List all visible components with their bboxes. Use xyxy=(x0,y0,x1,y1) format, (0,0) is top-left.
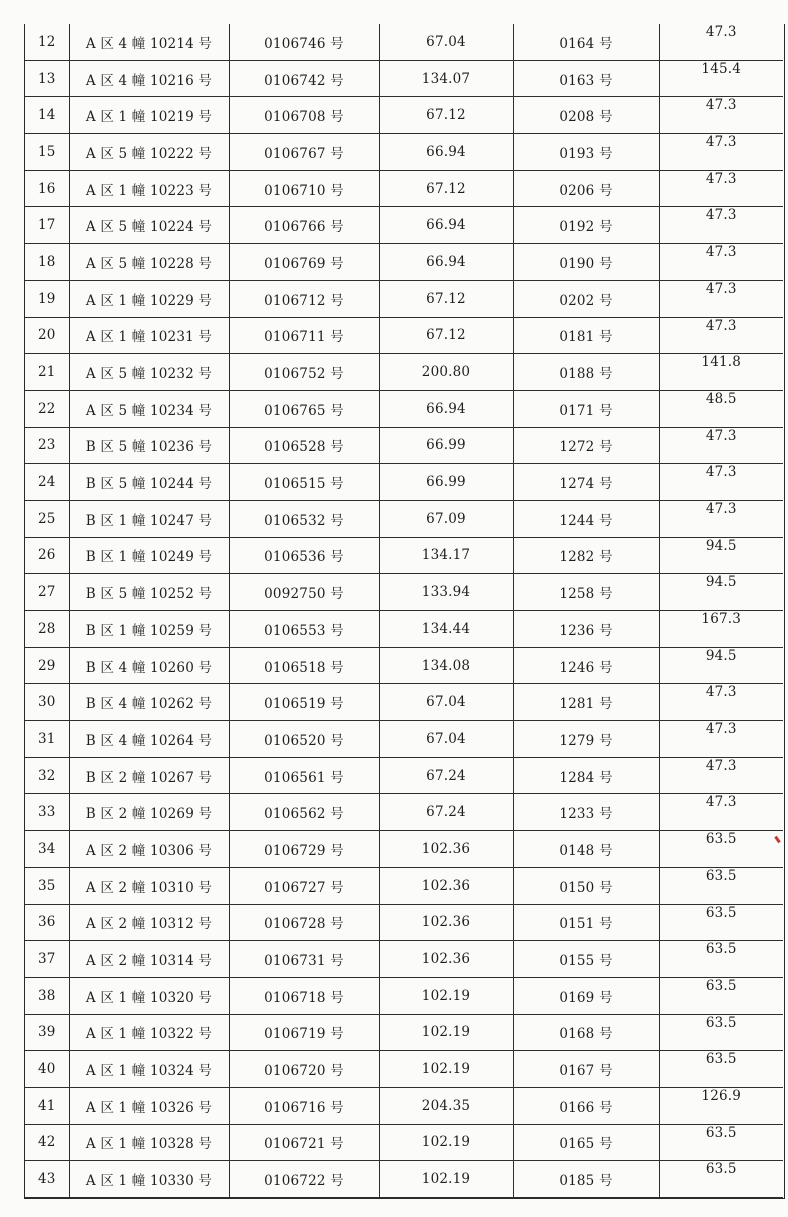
certificate-number-cell: 0106515 号 xyxy=(229,464,379,501)
unit-number-cell: 0190 号 xyxy=(513,244,659,281)
certificate-number-cell: 0106520 号 xyxy=(229,721,379,758)
unit-number-cell: 1284 号 xyxy=(513,757,659,794)
value-cell: 94.5 xyxy=(659,574,783,611)
row-number: 42 xyxy=(25,1124,69,1161)
certificate-number-cell: 0106518 号 xyxy=(229,647,379,684)
unit-number-cell: 0164 号 xyxy=(513,24,659,60)
row-number: 14 xyxy=(25,97,69,134)
value-cell: 63.5 xyxy=(659,1124,783,1161)
unit-number-cell: 0148 号 xyxy=(513,831,659,868)
table-row xyxy=(25,574,783,611)
table-row xyxy=(25,684,783,721)
value-cell: 63.5 xyxy=(659,941,783,978)
location-cell: A 区 1 幢 10330 号 xyxy=(69,1161,229,1198)
unit-number-cell: 1244 号 xyxy=(513,500,659,537)
table-row xyxy=(25,611,783,648)
table-row xyxy=(25,757,783,794)
row-number: 22 xyxy=(25,390,69,427)
unit-number-cell: 0151 号 xyxy=(513,904,659,941)
table-row xyxy=(25,941,783,978)
row-number: 12 xyxy=(25,24,69,60)
row-number: 40 xyxy=(25,1051,69,1088)
value-cell: 126.9 xyxy=(659,1087,783,1124)
row-number: 36 xyxy=(25,904,69,941)
row-number: 21 xyxy=(25,354,69,391)
unit-number-cell: 1258 号 xyxy=(513,574,659,611)
table-row xyxy=(25,831,783,868)
value-cell: 47.3 xyxy=(659,721,783,758)
area-cell: 102.36 xyxy=(379,941,513,978)
certificate-number-cell: 0106710 号 xyxy=(229,170,379,207)
certificate-number-cell: 0106519 号 xyxy=(229,684,379,721)
certificate-number-cell: 0106528 号 xyxy=(229,427,379,464)
certificate-number-cell: 0106532 号 xyxy=(229,500,379,537)
area-cell: 66.94 xyxy=(379,207,513,244)
location-cell: A 区 1 幢 10231 号 xyxy=(69,317,229,354)
location-cell: A 区 5 幢 10224 号 xyxy=(69,207,229,244)
value-cell: 63.5 xyxy=(659,831,783,868)
area-cell: 102.36 xyxy=(379,904,513,941)
location-cell: B 区 1 幢 10247 号 xyxy=(69,500,229,537)
unit-number-cell: 0208 号 xyxy=(513,97,659,134)
value-cell: 94.5 xyxy=(659,537,783,574)
unit-number-cell: 1274 号 xyxy=(513,464,659,501)
row-number: 32 xyxy=(25,757,69,794)
value-cell: 47.3 xyxy=(659,244,783,281)
row-number: 31 xyxy=(25,721,69,758)
certificate-number-cell: 0106746 号 xyxy=(229,24,379,60)
unit-number-cell: 0202 号 xyxy=(513,280,659,317)
area-cell: 66.94 xyxy=(379,390,513,427)
location-cell: A 区 5 幢 10222 号 xyxy=(69,134,229,171)
unit-number-cell: 0167 号 xyxy=(513,1051,659,1088)
certificate-number-cell: 0106721 号 xyxy=(229,1124,379,1161)
location-cell: A 区 5 幢 10232 号 xyxy=(69,354,229,391)
unit-number-cell: 0163 号 xyxy=(513,60,659,97)
value-cell: 47.3 xyxy=(659,464,783,501)
value-cell: 141.8 xyxy=(659,354,783,391)
area-cell: 102.19 xyxy=(379,977,513,1014)
location-cell: A 区 2 幢 10314 号 xyxy=(69,941,229,978)
area-cell: 102.36 xyxy=(379,831,513,868)
table-row xyxy=(25,1087,783,1124)
table-row xyxy=(25,977,783,1014)
row-number: 35 xyxy=(25,867,69,904)
certificate-number-cell: 0106708 号 xyxy=(229,97,379,134)
certificate-number-cell: 0106561 号 xyxy=(229,757,379,794)
location-cell: B 区 4 幢 10264 号 xyxy=(69,721,229,758)
certificate-number-cell: 0092750 号 xyxy=(229,574,379,611)
unit-number-cell: 0165 号 xyxy=(513,1124,659,1161)
location-cell: A 区 1 幢 10219 号 xyxy=(69,97,229,134)
row-number: 33 xyxy=(25,794,69,831)
certificate-number-cell: 0106722 号 xyxy=(229,1161,379,1198)
row-number: 30 xyxy=(25,684,69,721)
location-cell: A 区 1 幢 10324 号 xyxy=(69,1051,229,1088)
area-cell: 67.12 xyxy=(379,97,513,134)
table-row xyxy=(25,207,783,244)
value-cell: 63.5 xyxy=(659,1051,783,1088)
area-cell: 133.94 xyxy=(379,574,513,611)
row-number: 38 xyxy=(25,977,69,1014)
certificate-number-cell: 0106562 号 xyxy=(229,794,379,831)
unit-number-cell: 0171 号 xyxy=(513,390,659,427)
area-cell: 67.24 xyxy=(379,757,513,794)
unit-number-cell: 0192 号 xyxy=(513,207,659,244)
certificate-number-cell: 0106767 号 xyxy=(229,134,379,171)
certificate-number-cell: 0106729 号 xyxy=(229,831,379,868)
value-cell: 47.3 xyxy=(659,317,783,354)
location-cell: A 区 5 幢 10234 号 xyxy=(69,390,229,427)
row-number: 25 xyxy=(25,500,69,537)
row-number: 13 xyxy=(25,60,69,97)
area-cell: 67.12 xyxy=(379,170,513,207)
table-row xyxy=(25,1161,783,1198)
location-cell: B 区 1 幢 10249 号 xyxy=(69,537,229,574)
unit-number-cell: 0188 号 xyxy=(513,354,659,391)
location-cell: A 区 1 幢 10320 号 xyxy=(69,977,229,1014)
table-row xyxy=(25,1051,783,1088)
certificate-number-cell: 0106742 号 xyxy=(229,60,379,97)
unit-number-cell: 1279 号 xyxy=(513,721,659,758)
table-row xyxy=(25,134,783,171)
row-number: 28 xyxy=(25,611,69,648)
value-cell: 47.3 xyxy=(659,170,783,207)
table-row xyxy=(25,867,783,904)
area-cell: 67.04 xyxy=(379,24,513,60)
unit-number-cell: 0169 号 xyxy=(513,977,659,1014)
location-cell: A 区 1 幢 10223 号 xyxy=(69,170,229,207)
certificate-number-cell: 0106752 号 xyxy=(229,354,379,391)
row-number: 43 xyxy=(25,1161,69,1198)
area-cell: 134.07 xyxy=(379,60,513,97)
location-cell: A 区 4 幢 10214 号 xyxy=(69,24,229,60)
table-row xyxy=(25,280,783,317)
value-cell: 47.3 xyxy=(659,427,783,464)
value-cell: 47.3 xyxy=(659,97,783,134)
property-table xyxy=(25,24,783,1198)
area-cell: 200.80 xyxy=(379,354,513,391)
area-cell: 67.04 xyxy=(379,721,513,758)
unit-number-cell: 0206 号 xyxy=(513,170,659,207)
certificate-number-cell: 0106727 号 xyxy=(229,867,379,904)
location-cell: B 区 4 幢 10262 号 xyxy=(69,684,229,721)
table-row xyxy=(25,390,783,427)
row-number: 18 xyxy=(25,244,69,281)
unit-number-cell: 1281 号 xyxy=(513,684,659,721)
value-cell: 63.5 xyxy=(659,1161,783,1198)
area-cell: 102.19 xyxy=(379,1051,513,1088)
unit-number-cell: 1233 号 xyxy=(513,794,659,831)
area-cell: 134.44 xyxy=(379,611,513,648)
certificate-number-cell: 0106719 号 xyxy=(229,1014,379,1051)
area-cell: 102.19 xyxy=(379,1161,513,1198)
location-cell: A 区 1 幢 10322 号 xyxy=(69,1014,229,1051)
row-number: 19 xyxy=(25,280,69,317)
location-cell: A 区 2 幢 10312 号 xyxy=(69,904,229,941)
location-cell: B 区 4 幢 10260 号 xyxy=(69,647,229,684)
unit-number-cell: 0185 号 xyxy=(513,1161,659,1198)
area-cell: 134.17 xyxy=(379,537,513,574)
table-row xyxy=(25,1124,783,1161)
table-row xyxy=(25,97,783,134)
location-cell: B 区 5 幢 10244 号 xyxy=(69,464,229,501)
row-number: 39 xyxy=(25,1014,69,1051)
unit-number-cell: 0166 号 xyxy=(513,1087,659,1124)
row-number: 34 xyxy=(25,831,69,868)
location-cell: A 区 5 幢 10228 号 xyxy=(69,244,229,281)
table-body xyxy=(25,24,783,1198)
unit-number-cell: 0155 号 xyxy=(513,941,659,978)
unit-number-cell: 0150 号 xyxy=(513,867,659,904)
value-cell: 63.5 xyxy=(659,904,783,941)
unit-number-cell: 0168 号 xyxy=(513,1014,659,1051)
certificate-number-cell: 0106712 号 xyxy=(229,280,379,317)
document-table-frame xyxy=(24,24,785,1199)
row-number: 16 xyxy=(25,170,69,207)
area-cell: 102.19 xyxy=(379,1124,513,1161)
area-cell: 67.09 xyxy=(379,500,513,537)
table-row xyxy=(25,244,783,281)
certificate-number-cell: 0106718 号 xyxy=(229,977,379,1014)
certificate-number-cell: 0106765 号 xyxy=(229,390,379,427)
area-cell: 66.99 xyxy=(379,427,513,464)
unit-number-cell: 0181 号 xyxy=(513,317,659,354)
area-cell: 67.24 xyxy=(379,794,513,831)
certificate-number-cell: 0106536 号 xyxy=(229,537,379,574)
row-number: 23 xyxy=(25,427,69,464)
location-cell: A 区 4 幢 10216 号 xyxy=(69,60,229,97)
value-cell: 63.5 xyxy=(659,867,783,904)
table-row xyxy=(25,500,783,537)
certificate-number-cell: 0106553 号 xyxy=(229,611,379,648)
table-row xyxy=(25,170,783,207)
value-cell: 47.3 xyxy=(659,280,783,317)
area-cell: 102.19 xyxy=(379,1014,513,1051)
value-cell: 47.3 xyxy=(659,24,783,60)
area-cell: 67.12 xyxy=(379,280,513,317)
row-number: 26 xyxy=(25,537,69,574)
area-cell: 204.35 xyxy=(379,1087,513,1124)
table-row xyxy=(25,904,783,941)
location-cell: B 区 1 幢 10259 号 xyxy=(69,611,229,648)
value-cell: 47.3 xyxy=(659,757,783,794)
area-cell: 134.08 xyxy=(379,647,513,684)
certificate-number-cell: 0106766 号 xyxy=(229,207,379,244)
table-row xyxy=(25,354,783,391)
value-cell: 63.5 xyxy=(659,1014,783,1051)
area-cell: 67.04 xyxy=(379,684,513,721)
value-cell: 47.3 xyxy=(659,794,783,831)
table-row xyxy=(25,60,783,97)
table-row xyxy=(25,537,783,574)
location-cell: A 区 2 幢 10306 号 xyxy=(69,831,229,868)
location-cell: B 区 5 幢 10236 号 xyxy=(69,427,229,464)
row-number: 27 xyxy=(25,574,69,611)
row-number: 37 xyxy=(25,941,69,978)
value-cell: 47.3 xyxy=(659,500,783,537)
value-cell: 47.3 xyxy=(659,207,783,244)
value-cell: 48.5 xyxy=(659,390,783,427)
table-row xyxy=(25,1014,783,1051)
table-row xyxy=(25,794,783,831)
location-cell: B 区 2 幢 10269 号 xyxy=(69,794,229,831)
row-number: 41 xyxy=(25,1087,69,1124)
location-cell: A 区 2 幢 10310 号 xyxy=(69,867,229,904)
row-number: 20 xyxy=(25,317,69,354)
table-row xyxy=(25,721,783,758)
value-cell: 94.5 xyxy=(659,647,783,684)
value-cell: 145.4 xyxy=(659,60,783,97)
area-cell: 66.99 xyxy=(379,464,513,501)
area-cell: 66.94 xyxy=(379,134,513,171)
location-cell: A 区 1 幢 10229 号 xyxy=(69,280,229,317)
certificate-number-cell: 0106769 号 xyxy=(229,244,379,281)
unit-number-cell: 1282 号 xyxy=(513,537,659,574)
area-cell: 102.36 xyxy=(379,867,513,904)
certificate-number-cell: 0106716 号 xyxy=(229,1087,379,1124)
location-cell: B 区 5 幢 10252 号 xyxy=(69,574,229,611)
location-cell: A 区 1 幢 10326 号 xyxy=(69,1087,229,1124)
unit-number-cell: 1236 号 xyxy=(513,611,659,648)
table-row xyxy=(25,647,783,684)
location-cell: B 区 2 幢 10267 号 xyxy=(69,757,229,794)
certificate-number-cell: 0106731 号 xyxy=(229,941,379,978)
area-cell: 67.12 xyxy=(379,317,513,354)
certificate-number-cell: 0106728 号 xyxy=(229,904,379,941)
value-cell: 167.3 xyxy=(659,611,783,648)
table-row xyxy=(25,24,783,60)
value-cell: 63.5 xyxy=(659,977,783,1014)
table-row xyxy=(25,464,783,501)
location-cell: A 区 1 幢 10328 号 xyxy=(69,1124,229,1161)
table-row xyxy=(25,317,783,354)
value-cell: 47.3 xyxy=(659,684,783,721)
table-row xyxy=(25,427,783,464)
row-number: 15 xyxy=(25,134,69,171)
unit-number-cell: 1246 号 xyxy=(513,647,659,684)
area-cell: 66.94 xyxy=(379,244,513,281)
row-number: 29 xyxy=(25,647,69,684)
certificate-number-cell: 0106720 号 xyxy=(229,1051,379,1088)
unit-number-cell: 0193 号 xyxy=(513,134,659,171)
row-number: 17 xyxy=(25,207,69,244)
value-cell: 47.3 xyxy=(659,134,783,171)
row-number: 24 xyxy=(25,464,69,501)
certificate-number-cell: 0106711 号 xyxy=(229,317,379,354)
unit-number-cell: 1272 号 xyxy=(513,427,659,464)
